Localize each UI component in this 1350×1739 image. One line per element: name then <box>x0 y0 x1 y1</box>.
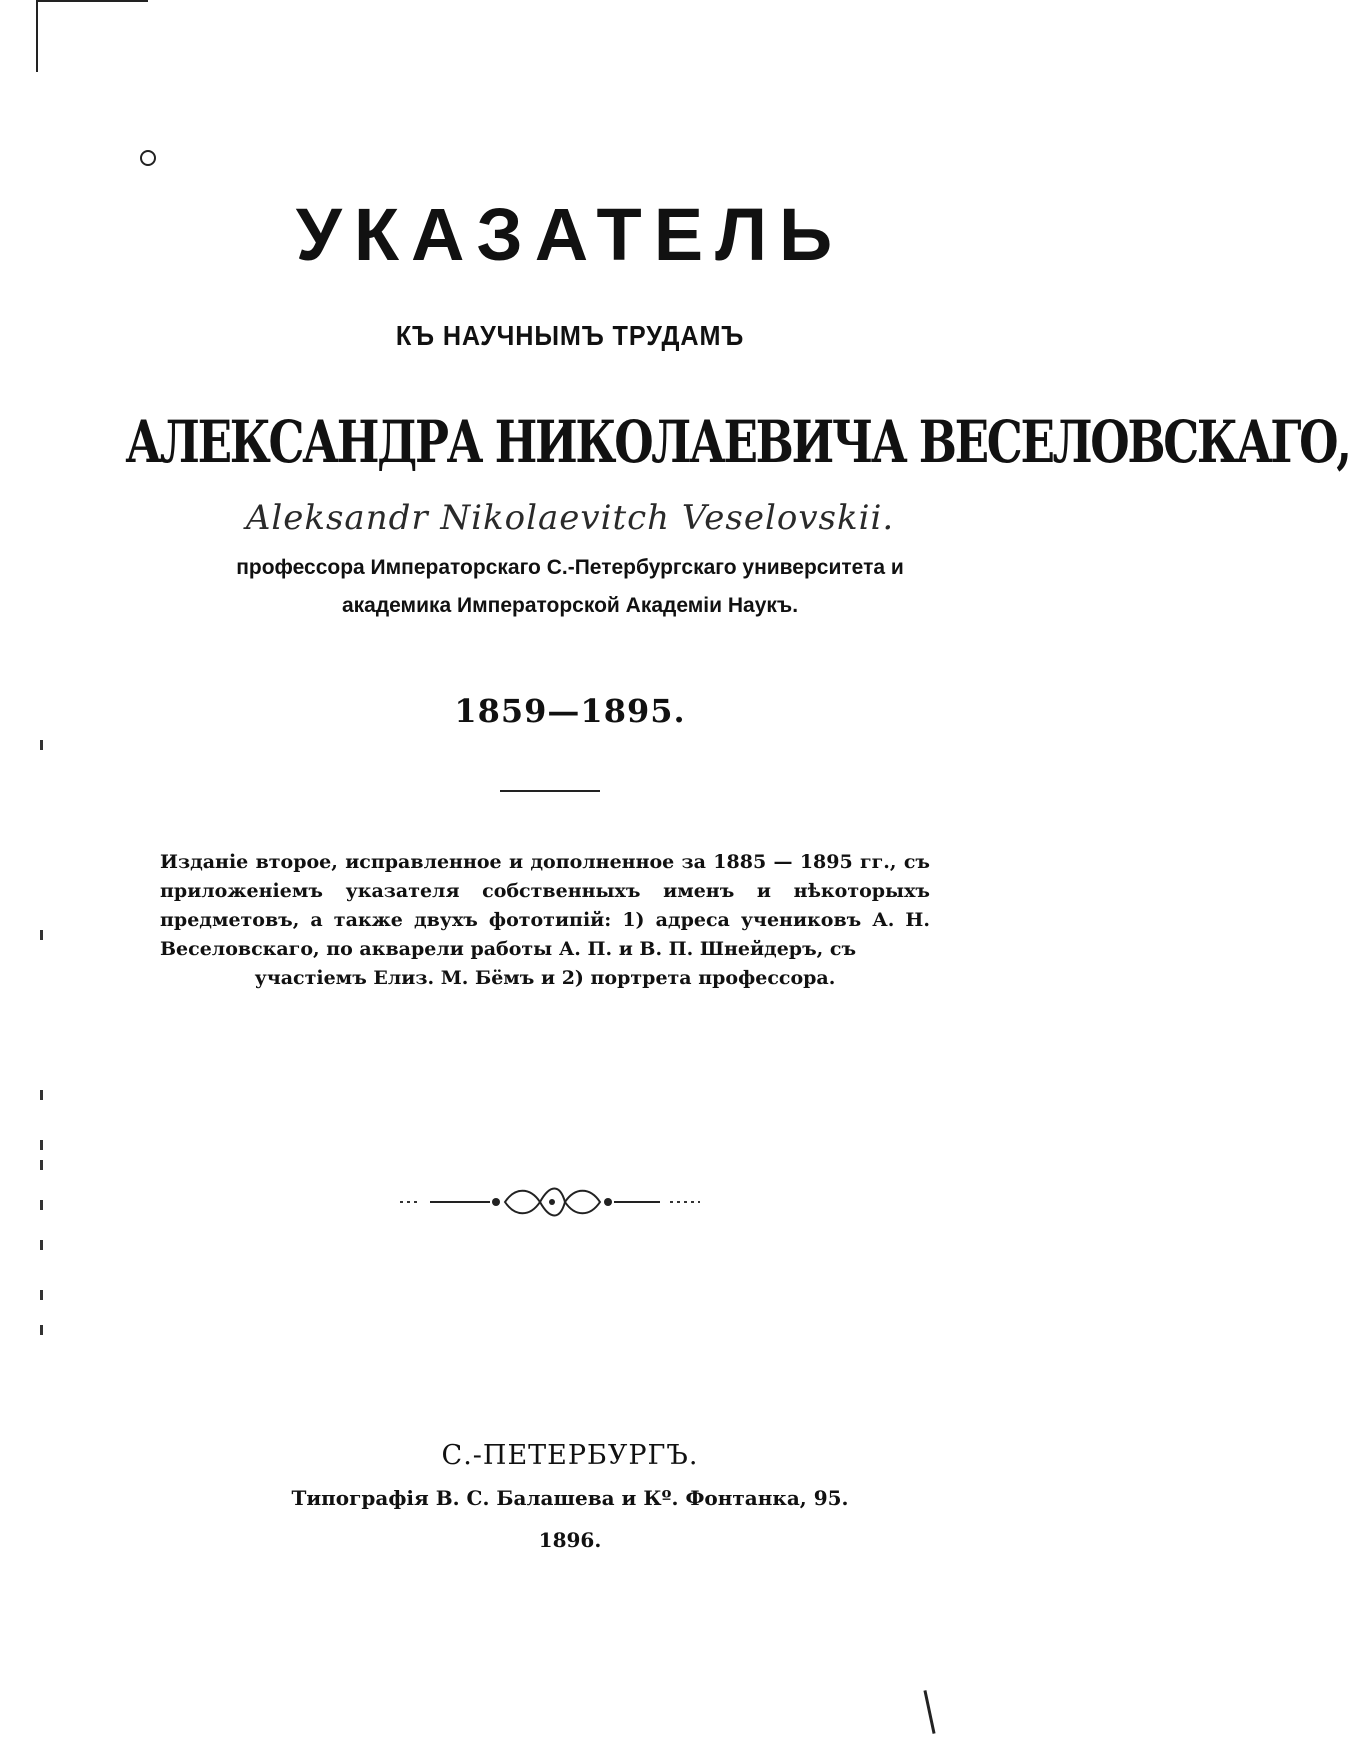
divider-rule <box>500 790 600 792</box>
edge-mark <box>40 930 43 940</box>
publication-city: С.-ПЕТЕРБУРГЪ. <box>441 1440 699 1471</box>
edge-mark <box>40 1290 43 1300</box>
years-range: 1859—1895. <box>454 692 686 730</box>
affiliation-line-1: профессора Императорскаго С.-Петербургскаго университета и <box>236 556 904 579</box>
stray-mark <box>923 1690 935 1734</box>
book-subtitle: КЪ НАУЧНЫМЪ ТРУДАМЪ <box>395 320 745 351</box>
edge-mark <box>40 1140 43 1150</box>
book-title: УКАЗАТЕЛЬ <box>295 193 845 276</box>
publication-year: 1896. <box>538 1528 602 1552</box>
author-name: АЛЕКСАНДРА НИКОЛАЕВИЧА ВЕСЕЛОВСКАГО, <box>125 408 1350 476</box>
edge-mark <box>40 1325 43 1335</box>
edition-note-last-line: участіемъ Елиз. М. Бёмъ и 2) портрета профессора. <box>254 967 836 989</box>
printer-line: Типографія В. С. Балашева и Кº. Фонтанка, 95. <box>291 1486 849 1510</box>
circle-mark <box>140 150 156 166</box>
ornament-icon <box>400 1182 700 1222</box>
edge-mark <box>40 1240 43 1250</box>
affiliation-line-2: академика Императорской Академіи Наукъ. <box>341 594 799 617</box>
edge-mark <box>40 1160 43 1170</box>
corner-crop-mark <box>36 0 148 72</box>
edge-mark <box>40 1090 43 1100</box>
edition-note-body: Изданіе второе, исправленное и дополненное за 1885 — 1895 гг., съ приложеніемъ указателя собственныхъ именъ и нѣкоторыхъ предметовъ, а также двухъ фототипій: 1) адреса учениковъ А. Н. Веселовскаго, по акварели работы А. П. и В. П. Шнейдеръ, съ <box>160 851 930 960</box>
edition-note <box>160 848 930 993</box>
author-transliteration: Aleksandr Nikolaevitch Veselovskii. <box>245 498 895 538</box>
edge-mark <box>40 1200 43 1210</box>
edge-mark <box>40 740 43 750</box>
